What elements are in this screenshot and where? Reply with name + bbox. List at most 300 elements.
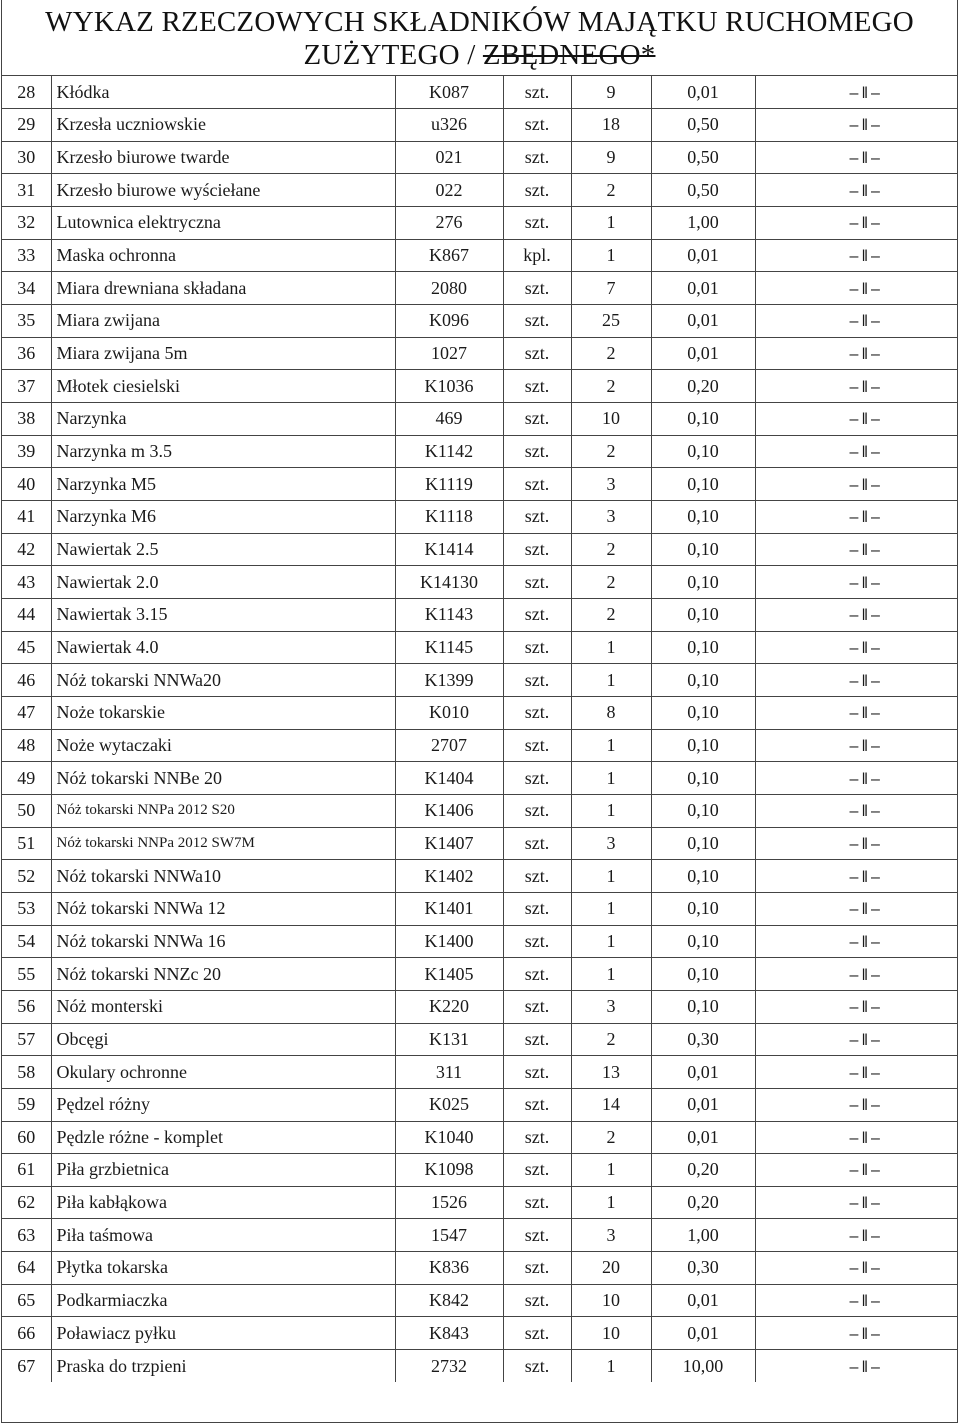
item-name-cell: Nóż tokarski NNWa 12 bbox=[51, 892, 395, 925]
unit-cell: szt. bbox=[503, 566, 571, 599]
table-row bbox=[2, 109, 957, 142]
row-number-cell: 67 bbox=[2, 1350, 51, 1383]
ditto-mark: –‖– bbox=[849, 574, 883, 592]
quantity-cell: 2 bbox=[571, 370, 651, 403]
inventory-code-cell: 2707 bbox=[395, 729, 503, 762]
unit-cell: szt. bbox=[503, 664, 571, 697]
inventory-code-cell: 1027 bbox=[395, 337, 503, 370]
table-row bbox=[2, 990, 957, 1023]
row-number-cell: 55 bbox=[2, 958, 51, 991]
table-row bbox=[2, 729, 957, 762]
row-number-cell: 57 bbox=[2, 1023, 51, 1056]
row-number-cell: 53 bbox=[2, 892, 51, 925]
quantity-cell: 1 bbox=[571, 239, 651, 272]
unit-cell: szt. bbox=[503, 468, 571, 501]
row-number-cell: 56 bbox=[2, 990, 51, 1023]
item-name-cell: Nóż tokarski NNPa 2012 SW7M bbox=[51, 827, 395, 860]
ditto-mark-cell bbox=[755, 305, 957, 338]
ditto-mark-cell bbox=[755, 1350, 957, 1383]
inventory-code-cell: K1098 bbox=[395, 1154, 503, 1187]
ditto-mark: –‖– bbox=[849, 1162, 883, 1180]
inventory-code-cell: K867 bbox=[395, 239, 503, 272]
ditto-mark-cell bbox=[755, 1284, 957, 1317]
ditto-mark-cell bbox=[755, 729, 957, 762]
inventory-table-body bbox=[2, 76, 957, 1382]
table-row bbox=[2, 1056, 957, 1089]
unit-price-cell: 0,10 bbox=[651, 892, 755, 925]
unit-cell: szt. bbox=[503, 925, 571, 958]
unit-cell: szt. bbox=[503, 337, 571, 370]
unit-cell: szt. bbox=[503, 1317, 571, 1350]
unit-price-cell: 0,01 bbox=[651, 272, 755, 305]
item-name-cell: Młotek ciesielski bbox=[51, 370, 395, 403]
inventory-code-cell: 1547 bbox=[395, 1219, 503, 1252]
quantity-cell: 1 bbox=[571, 664, 651, 697]
ditto-mark-cell bbox=[755, 958, 957, 991]
unit-price-cell: 0,10 bbox=[651, 990, 755, 1023]
unit-cell: szt. bbox=[503, 1284, 571, 1317]
row-number-cell: 47 bbox=[2, 696, 51, 729]
table-row bbox=[2, 696, 957, 729]
table-row bbox=[2, 76, 957, 109]
unit-price-cell: 0,01 bbox=[651, 239, 755, 272]
item-name-cell: Nóż tokarski NNZc 20 bbox=[51, 958, 395, 991]
ditto-mark: –‖– bbox=[849, 378, 883, 396]
ditto-mark-cell bbox=[755, 827, 957, 860]
table-row bbox=[2, 370, 957, 403]
item-name-cell: Pędzel różny bbox=[51, 1088, 395, 1121]
inventory-code-cell: K220 bbox=[395, 990, 503, 1023]
ditto-mark-cell bbox=[755, 141, 957, 174]
row-number-cell: 32 bbox=[2, 207, 51, 240]
item-name-cell: Noże wytaczaki bbox=[51, 729, 395, 762]
inventory-code-cell: 2080 bbox=[395, 272, 503, 305]
item-name-cell: Narzynka M5 bbox=[51, 468, 395, 501]
table-row bbox=[2, 533, 957, 566]
item-name-cell: Nóż tokarski NNWa20 bbox=[51, 664, 395, 697]
ditto-mark-cell bbox=[755, 435, 957, 468]
item-name-cell: Nawiertak 2.5 bbox=[51, 533, 395, 566]
row-number-cell: 62 bbox=[2, 1186, 51, 1219]
item-name-cell: Maska ochronna bbox=[51, 239, 395, 272]
unit-price-cell: 0,20 bbox=[651, 370, 755, 403]
unit-cell: szt. bbox=[503, 207, 571, 240]
unit-cell: szt. bbox=[503, 109, 571, 142]
quantity-cell: 10 bbox=[571, 1317, 651, 1350]
table-row bbox=[2, 468, 957, 501]
unit-cell: szt. bbox=[503, 599, 571, 632]
unit-cell: szt. bbox=[503, 827, 571, 860]
inventory-code-cell: 1526 bbox=[395, 1186, 503, 1219]
unit-cell: szt. bbox=[503, 860, 571, 893]
unit-price-cell: 0,30 bbox=[651, 1023, 755, 1056]
item-name-cell: Noże tokarskie bbox=[51, 696, 395, 729]
table-row bbox=[2, 599, 957, 632]
table-row bbox=[2, 1350, 957, 1383]
row-number-cell: 40 bbox=[2, 468, 51, 501]
unit-price-cell: 0,50 bbox=[651, 174, 755, 207]
row-number-cell: 36 bbox=[2, 337, 51, 370]
item-name-cell: Narzynka M6 bbox=[51, 501, 395, 534]
unit-price-cell: 0,01 bbox=[651, 1284, 755, 1317]
unit-cell: szt. bbox=[503, 631, 571, 664]
unit-price-cell: 0,01 bbox=[651, 1056, 755, 1089]
inventory-code-cell: K087 bbox=[395, 76, 503, 109]
row-number-cell: 48 bbox=[2, 729, 51, 762]
row-number-cell: 35 bbox=[2, 305, 51, 338]
ditto-mark: –‖– bbox=[849, 737, 883, 755]
ditto-mark: –‖– bbox=[849, 999, 883, 1017]
unit-price-cell: 0,10 bbox=[651, 533, 755, 566]
item-name-cell: Piła kabłąkowa bbox=[51, 1186, 395, 1219]
ditto-mark-cell bbox=[755, 272, 957, 305]
unit-price-cell: 0,10 bbox=[651, 925, 755, 958]
quantity-cell: 1 bbox=[571, 1154, 651, 1187]
item-name-cell: Nóż tokarski NNPa 2012 S20 bbox=[51, 794, 395, 827]
inventory-code-cell: K131 bbox=[395, 1023, 503, 1056]
table-row bbox=[2, 925, 957, 958]
quantity-cell: 1 bbox=[571, 1186, 651, 1219]
table-row bbox=[2, 1284, 957, 1317]
inventory-code-cell: 022 bbox=[395, 174, 503, 207]
unit-price-cell: 0,10 bbox=[651, 599, 755, 632]
table-row bbox=[2, 1219, 957, 1252]
row-number-cell: 65 bbox=[2, 1284, 51, 1317]
item-name-cell: Nawiertak 4.0 bbox=[51, 631, 395, 664]
inventory-code-cell: K1118 bbox=[395, 501, 503, 534]
item-name-cell: Krzesło biurowe wyściełane bbox=[51, 174, 395, 207]
ditto-mark-cell bbox=[755, 860, 957, 893]
unit-cell: szt. bbox=[503, 1186, 571, 1219]
item-name-cell: Nóż tokarski NNWa10 bbox=[51, 860, 395, 893]
unit-price-cell: 0,10 bbox=[651, 729, 755, 762]
document-header bbox=[2, 0, 957, 76]
inventory-code-cell: K1407 bbox=[395, 827, 503, 860]
quantity-cell: 1 bbox=[571, 207, 651, 240]
item-name-cell: Krzesło biurowe twarde bbox=[51, 141, 395, 174]
ditto-mark-cell bbox=[755, 403, 957, 436]
inventory-code-cell: K1404 bbox=[395, 762, 503, 795]
row-number-cell: 29 bbox=[2, 109, 51, 142]
ditto-mark-cell bbox=[755, 990, 957, 1023]
unit-cell: szt. bbox=[503, 174, 571, 207]
unit-cell: szt. bbox=[503, 76, 571, 109]
quantity-cell: 1 bbox=[571, 762, 651, 795]
quantity-cell: 1 bbox=[571, 631, 651, 664]
unit-price-cell: 0,20 bbox=[651, 1186, 755, 1219]
ditto-mark-cell bbox=[755, 794, 957, 827]
item-name-cell: Okulary ochronne bbox=[51, 1056, 395, 1089]
table-row bbox=[2, 305, 957, 338]
table-row bbox=[2, 664, 957, 697]
item-name-cell: Nawiertak 3.15 bbox=[51, 599, 395, 632]
quantity-cell: 2 bbox=[571, 435, 651, 468]
item-name-cell: Kłódka bbox=[51, 76, 395, 109]
unit-price-cell: 0,10 bbox=[651, 403, 755, 436]
item-name-cell: Narzynka bbox=[51, 403, 395, 436]
ditto-mark-cell bbox=[755, 1088, 957, 1121]
inventory-code-cell: K1401 bbox=[395, 892, 503, 925]
row-number-cell: 59 bbox=[2, 1088, 51, 1121]
table-row bbox=[2, 141, 957, 174]
unit-cell: szt. bbox=[503, 272, 571, 305]
quantity-cell: 2 bbox=[571, 533, 651, 566]
unit-cell: szt. bbox=[503, 696, 571, 729]
item-name-cell: Lutownica elektryczna bbox=[51, 207, 395, 240]
unit-cell: szt. bbox=[503, 501, 571, 534]
row-number-cell: 41 bbox=[2, 501, 51, 534]
unit-cell: szt. bbox=[503, 141, 571, 174]
ditto-mark: –‖– bbox=[849, 1195, 883, 1213]
ditto-mark: –‖– bbox=[849, 84, 883, 102]
row-number-cell: 39 bbox=[2, 435, 51, 468]
row-number-cell: 33 bbox=[2, 239, 51, 272]
unit-price-cell: 0,10 bbox=[651, 501, 755, 534]
table-row bbox=[2, 1023, 957, 1056]
inventory-code-cell: K1399 bbox=[395, 664, 503, 697]
ditto-mark: –‖– bbox=[849, 150, 883, 168]
item-name-cell: Płytka tokarska bbox=[51, 1252, 395, 1285]
inventory-code-cell: 021 bbox=[395, 141, 503, 174]
ditto-mark: –‖– bbox=[849, 901, 883, 919]
inventory-code-cell: 311 bbox=[395, 1056, 503, 1089]
unit-price-cell: 0,01 bbox=[651, 1121, 755, 1154]
quantity-cell: 13 bbox=[571, 1056, 651, 1089]
quantity-cell: 1 bbox=[571, 925, 651, 958]
quantity-cell: 3 bbox=[571, 990, 651, 1023]
table-row bbox=[2, 958, 957, 991]
inventory-code-cell: K010 bbox=[395, 696, 503, 729]
table-row bbox=[2, 827, 957, 860]
row-number-cell: 50 bbox=[2, 794, 51, 827]
quantity-cell: 7 bbox=[571, 272, 651, 305]
inventory-code-cell: K1142 bbox=[395, 435, 503, 468]
unit-price-cell: 0,01 bbox=[651, 76, 755, 109]
quantity-cell: 10 bbox=[571, 403, 651, 436]
table-row bbox=[2, 1121, 957, 1154]
quantity-cell: 3 bbox=[571, 1219, 651, 1252]
ditto-mark: –‖– bbox=[849, 1260, 883, 1278]
ditto-mark: –‖– bbox=[849, 1325, 883, 1343]
unit-price-cell: 0,10 bbox=[651, 794, 755, 827]
unit-cell: szt. bbox=[503, 1219, 571, 1252]
item-name-cell: Podkarmiaczka bbox=[51, 1284, 395, 1317]
unit-cell: szt. bbox=[503, 729, 571, 762]
item-name-cell: Miara zwijana bbox=[51, 305, 395, 338]
unit-price-cell: 0,50 bbox=[651, 109, 755, 142]
row-number-cell: 60 bbox=[2, 1121, 51, 1154]
ditto-mark: –‖– bbox=[849, 248, 883, 266]
item-name-cell: Nóż monterski bbox=[51, 990, 395, 1023]
item-name-cell: Narzynka m 3.5 bbox=[51, 435, 395, 468]
unit-price-cell: 0,10 bbox=[651, 696, 755, 729]
table-row bbox=[2, 403, 957, 436]
ditto-mark: –‖– bbox=[849, 933, 883, 951]
item-name-cell: Miara drewniana składana bbox=[51, 272, 395, 305]
inventory-code-cell: 469 bbox=[395, 403, 503, 436]
unit-price-cell: 0,10 bbox=[651, 435, 755, 468]
table-row bbox=[2, 501, 957, 534]
ditto-mark-cell bbox=[755, 370, 957, 403]
ditto-mark-cell bbox=[755, 1056, 957, 1089]
ditto-mark: –‖– bbox=[849, 509, 883, 527]
table-row bbox=[2, 207, 957, 240]
quantity-cell: 1 bbox=[571, 892, 651, 925]
unit-cell: szt. bbox=[503, 370, 571, 403]
unit-price-cell: 0,01 bbox=[651, 337, 755, 370]
ditto-mark-cell bbox=[755, 174, 957, 207]
unit-price-cell: 0,50 bbox=[651, 141, 755, 174]
ditto-mark: –‖– bbox=[849, 1097, 883, 1115]
item-name-cell: Nóż tokarski NNWa 16 bbox=[51, 925, 395, 958]
inventory-code-cell: u326 bbox=[395, 109, 503, 142]
ditto-mark-cell bbox=[755, 1252, 957, 1285]
unit-cell: szt. bbox=[503, 1350, 571, 1383]
quantity-cell: 3 bbox=[571, 827, 651, 860]
ditto-mark: –‖– bbox=[849, 1031, 883, 1049]
ditto-mark-cell bbox=[755, 892, 957, 925]
quantity-cell: 1 bbox=[571, 1350, 651, 1383]
row-number-cell: 34 bbox=[2, 272, 51, 305]
ditto-mark: –‖– bbox=[849, 835, 883, 853]
ditto-mark-cell bbox=[755, 1154, 957, 1187]
ditto-mark-cell bbox=[755, 762, 957, 795]
quantity-cell: 1 bbox=[571, 860, 651, 893]
quantity-cell: 3 bbox=[571, 468, 651, 501]
ditto-mark-cell bbox=[755, 1023, 957, 1056]
ditto-mark-cell bbox=[755, 76, 957, 109]
document-page bbox=[1, 0, 958, 1423]
row-number-cell: 51 bbox=[2, 827, 51, 860]
ditto-mark-cell bbox=[755, 109, 957, 142]
inventory-code-cell: K1119 bbox=[395, 468, 503, 501]
unit-cell: szt. bbox=[503, 1023, 571, 1056]
ditto-mark: –‖– bbox=[849, 705, 883, 723]
ditto-mark-cell bbox=[755, 468, 957, 501]
unit-price-cell: 0,20 bbox=[651, 1154, 755, 1187]
unit-cell: kpl. bbox=[503, 239, 571, 272]
unit-price-cell: 10,00 bbox=[651, 1350, 755, 1383]
quantity-cell: 9 bbox=[571, 141, 651, 174]
inventory-code-cell: K14130 bbox=[395, 566, 503, 599]
ditto-mark-cell bbox=[755, 239, 957, 272]
ditto-mark-cell bbox=[755, 1219, 957, 1252]
table-row bbox=[2, 239, 957, 272]
ditto-mark-cell bbox=[755, 566, 957, 599]
row-number-cell: 46 bbox=[2, 664, 51, 697]
ditto-mark-cell bbox=[755, 1121, 957, 1154]
quantity-cell: 9 bbox=[571, 76, 651, 109]
inventory-code-cell: K096 bbox=[395, 305, 503, 338]
inventory-code-cell: K1145 bbox=[395, 631, 503, 664]
row-number-cell: 49 bbox=[2, 762, 51, 795]
quantity-cell: 1 bbox=[571, 794, 651, 827]
inventory-code-cell: K025 bbox=[395, 1088, 503, 1121]
row-number-cell: 61 bbox=[2, 1154, 51, 1187]
unit-price-cell: 0,10 bbox=[651, 958, 755, 991]
unit-price-cell: 0,10 bbox=[651, 860, 755, 893]
quantity-cell: 8 bbox=[571, 696, 651, 729]
table-row bbox=[2, 860, 957, 893]
unit-price-cell: 0,10 bbox=[651, 762, 755, 795]
ditto-mark: –‖– bbox=[849, 1293, 883, 1311]
document-title-line1: WYKAZ RZECZOWYCH SKŁADNIKÓW MAJĄTKU RUCHOMEGO bbox=[45, 6, 914, 38]
table-row bbox=[2, 892, 957, 925]
quantity-cell: 2 bbox=[571, 1023, 651, 1056]
row-number-cell: 43 bbox=[2, 566, 51, 599]
row-number-cell: 28 bbox=[2, 76, 51, 109]
item-name-cell: Praska do trzpieni bbox=[51, 1350, 395, 1383]
table-row bbox=[2, 1088, 957, 1121]
row-number-cell: 66 bbox=[2, 1317, 51, 1350]
table-row bbox=[2, 794, 957, 827]
quantity-cell: 2 bbox=[571, 599, 651, 632]
inventory-code-cell: K1402 bbox=[395, 860, 503, 893]
row-number-cell: 63 bbox=[2, 1219, 51, 1252]
inventory-code-cell: K1400 bbox=[395, 925, 503, 958]
unit-cell: szt. bbox=[503, 892, 571, 925]
ditto-mark-cell bbox=[755, 533, 957, 566]
unit-cell: szt. bbox=[503, 958, 571, 991]
unit-price-cell: 0,10 bbox=[651, 827, 755, 860]
ditto-mark-cell bbox=[755, 599, 957, 632]
ditto-mark: –‖– bbox=[849, 1227, 883, 1245]
item-name-cell: Pędzle różne - komplet bbox=[51, 1121, 395, 1154]
quantity-cell: 10 bbox=[571, 1284, 651, 1317]
unit-cell: szt. bbox=[503, 1252, 571, 1285]
row-number-cell: 31 bbox=[2, 174, 51, 207]
ditto-mark-cell bbox=[755, 501, 957, 534]
unit-price-cell: 1,00 bbox=[651, 207, 755, 240]
quantity-cell: 14 bbox=[571, 1088, 651, 1121]
ditto-mark: –‖– bbox=[849, 476, 883, 494]
unit-price-cell: 0,01 bbox=[651, 305, 755, 338]
unit-cell: szt. bbox=[503, 435, 571, 468]
ditto-mark-cell bbox=[755, 664, 957, 697]
item-name-cell: Krzesła uczniowskie bbox=[51, 109, 395, 142]
quantity-cell: 2 bbox=[571, 174, 651, 207]
unit-cell: szt. bbox=[503, 1154, 571, 1187]
unit-cell: szt. bbox=[503, 1121, 571, 1154]
inventory-code-cell: K1040 bbox=[395, 1121, 503, 1154]
table-row bbox=[2, 1186, 957, 1219]
unit-cell: szt. bbox=[503, 1056, 571, 1089]
unit-price-cell: 0,01 bbox=[651, 1088, 755, 1121]
quantity-cell: 2 bbox=[571, 566, 651, 599]
ditto-mark-cell bbox=[755, 631, 957, 664]
unit-price-cell: 0,10 bbox=[651, 631, 755, 664]
ditto-mark: –‖– bbox=[849, 411, 883, 429]
unit-price-cell: 0,10 bbox=[651, 468, 755, 501]
ditto-mark-cell bbox=[755, 925, 957, 958]
quantity-cell: 18 bbox=[571, 109, 651, 142]
unit-cell: szt. bbox=[503, 1088, 571, 1121]
inventory-code-cell: 276 bbox=[395, 207, 503, 240]
unit-price-cell: 0,30 bbox=[651, 1252, 755, 1285]
item-name-cell: Miara zwijana 5m bbox=[51, 337, 395, 370]
table-row bbox=[2, 435, 957, 468]
ditto-mark: –‖– bbox=[849, 770, 883, 788]
row-number-cell: 45 bbox=[2, 631, 51, 664]
ditto-mark: –‖– bbox=[849, 672, 883, 690]
ditto-mark: –‖– bbox=[849, 868, 883, 886]
unit-cell: szt. bbox=[503, 990, 571, 1023]
table-row bbox=[2, 762, 957, 795]
ditto-mark-cell bbox=[755, 696, 957, 729]
inventory-code-cell: 2732 bbox=[395, 1350, 503, 1383]
title-zbednego-struck: ZBĘDNEGO* bbox=[482, 39, 656, 71]
ditto-mark: –‖– bbox=[849, 1064, 883, 1082]
